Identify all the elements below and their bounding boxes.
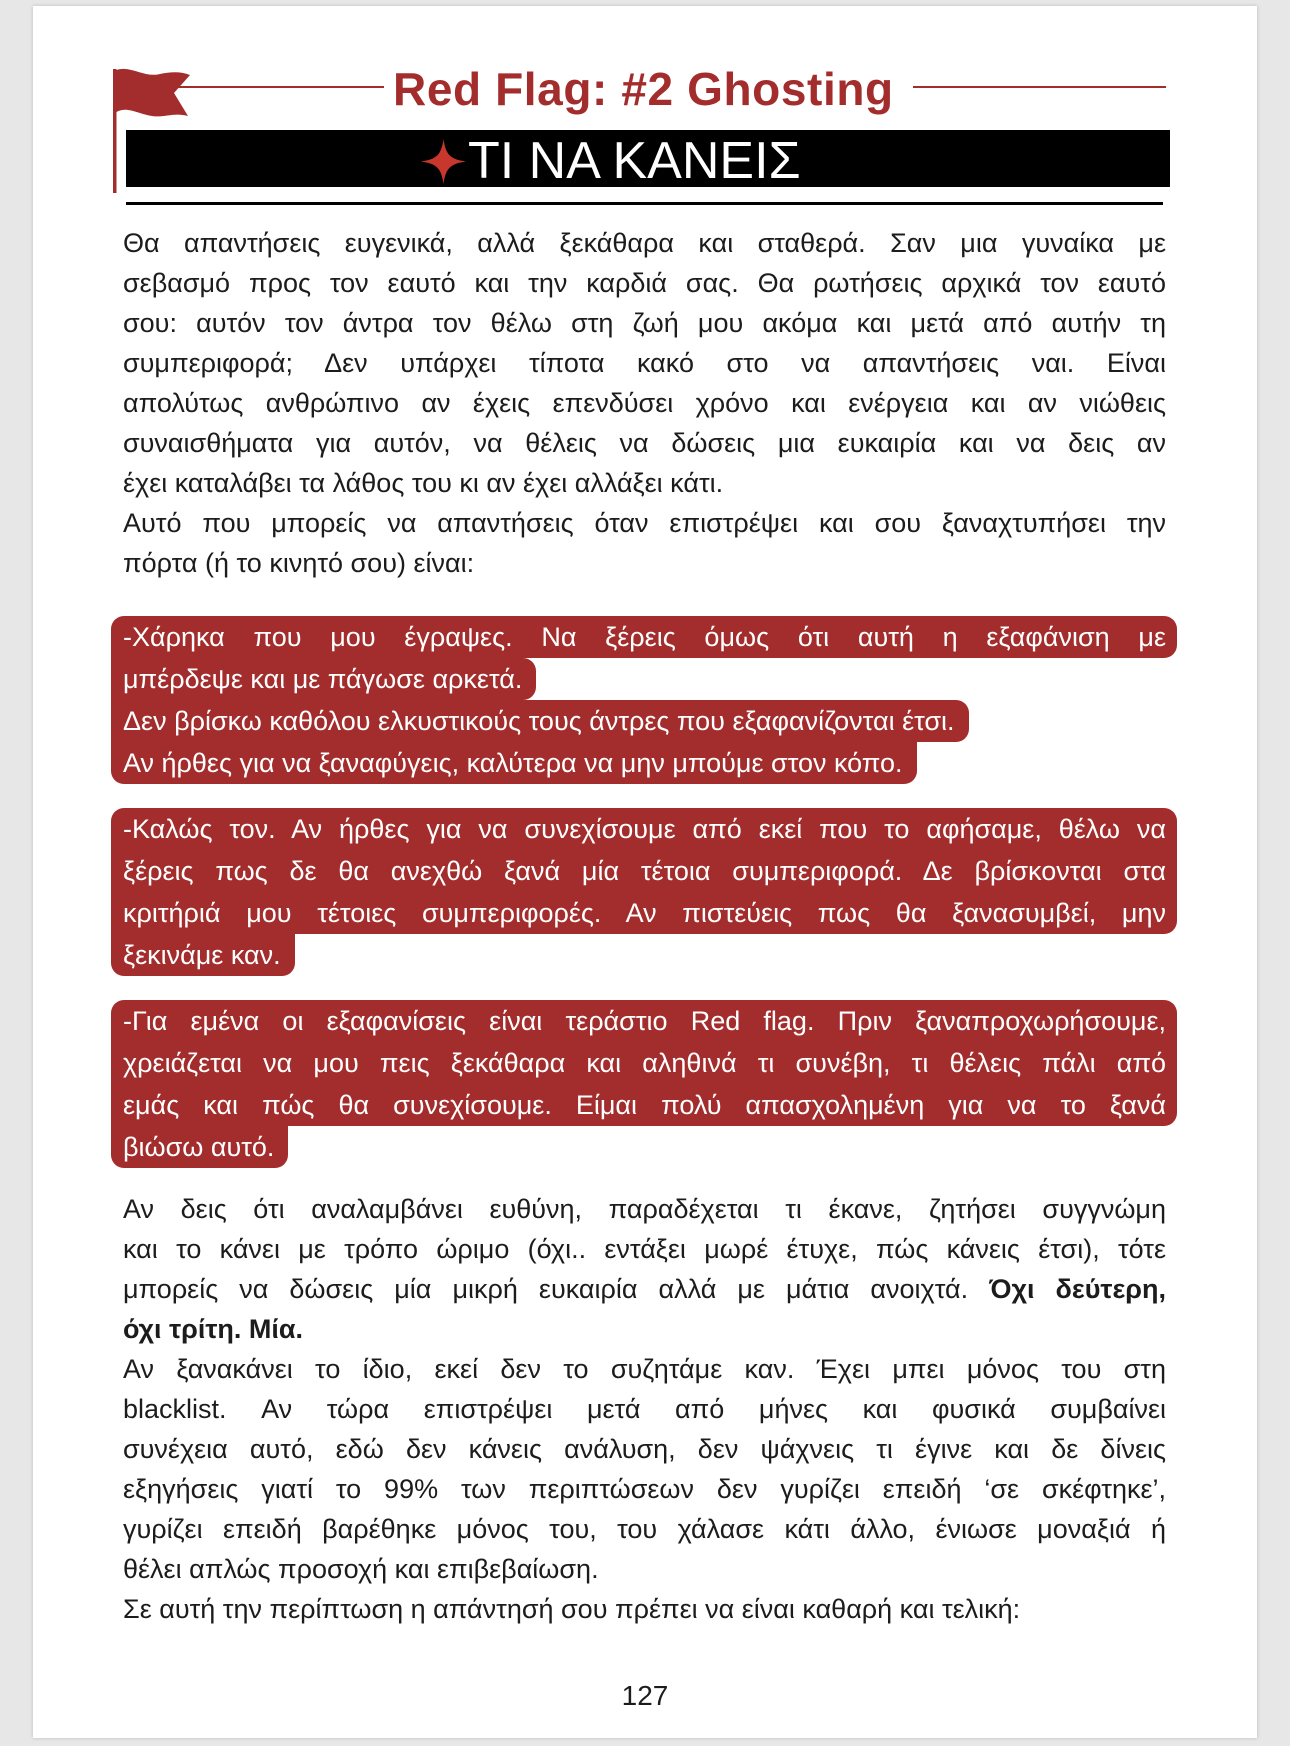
response-line: μπέρδεψε και με πάγωσε αρκετά. — [111, 658, 536, 700]
text-line: απολύτως ανθρώπινο αν έχεις επενδύσει χρόνο και ενέργεια και αν νιώθεις — [123, 388, 1166, 418]
page-number: 127 — [621, 1680, 669, 1711]
intro-text — [123, 223, 1166, 583]
text-line: θέλει απλώς προσοχή και επιβεβαίωση. — [123, 1554, 599, 1584]
text-line: και το κάνει με τρόπο ώριμο (όχι.. εντάξει μωρέ έτυχε, πώς κάνεις έτσι), τότε — [123, 1234, 1166, 1264]
response-line: εμάς και πώς θα συνεχίσουμε. Είμαι πολύ απασχολημένη για να το ξανά — [111, 1084, 1177, 1126]
bold-text-run: Όχι δεύτερη, — [989, 1274, 1166, 1304]
response-line: χρειάζεται να μου πεις ξεκάθαρα και αληθινά τι συνέβη, τι θέλεις πάλι από — [111, 1042, 1177, 1084]
text-line: Αυτό που μπορείς να απαντήσεις όταν επιστρέψει και σου ξαναχτυπήσει την — [123, 508, 1166, 538]
text-line: σεβασμό προς τον εαυτό και την καρδιά σας. Θα ρωτήσεις αρχικά τον εαυτό — [123, 268, 1166, 298]
text-run: μπορείς να δώσεις μία μικρή ευκαιρία αλλά με μάτια ανοιχτά. — [123, 1274, 969, 1304]
response-block — [111, 1000, 1177, 1168]
text-line: πόρτα (ή το κινητό σου) είναι: — [123, 548, 475, 578]
flag-pole — [113, 69, 117, 193]
text-line — [123, 1269, 1166, 1309]
section-underline — [126, 202, 1163, 205]
text-line: σου: αυτόν τον άντρα τον θέλω στη ζωή μου ακόμα και μετά από αυτήν τη — [123, 308, 1166, 338]
text-line: συνέχεια αυτό, εδώ δεν κάνεις ανάλυση, δεν ψάχνεις τι έγινε και δε δίνεις — [123, 1434, 1166, 1464]
flag-cloth — [117, 69, 191, 117]
four-point-star-icon — [421, 139, 466, 184]
text-line: εξηγήσεις γιατί το 99% των περιπτώσεων δεν γυρίζει επειδή ‘σε σκέφτηκε’, — [123, 1474, 1166, 1504]
text-line: Θα απαντήσεις ευγενικά, αλλά ξεκάθαρα και σταθερά. Σαν μια γυναίκα με — [123, 228, 1166, 258]
text-line: Αν ξανακάνει το ίδιο, εκεί δεν το συζητάμε καν. Έχει μπει μόνος του στη — [123, 1354, 1166, 1384]
text-line: συμπεριφορά; Δεν υπάρχει τίποτα κακό στο να απαντήσεις ναι. Είναι — [123, 348, 1166, 378]
text-line: blacklist. Αν τώρα επιστρέψει μετά από μήνες και φυσικά συμβαίνει — [123, 1394, 1166, 1424]
response-line: -Καλώς τον. Αν ήρθες για να συνεχίσουμε από εκεί που το αφήσαμε, θέλω να — [111, 808, 1177, 850]
closing-text — [123, 1189, 1166, 1629]
paragraph — [123, 1189, 1166, 1349]
section-title: ΤΙ ΝΑ ΚΑΝΕΙΣ — [468, 132, 801, 190]
title-rule-right — [913, 86, 1166, 88]
response-line: κριτήριά μου τέτοιες συμπεριφορές. Αν πιστεύεις πως θα ξανασυμβεί, μην — [111, 892, 1177, 934]
text-line: έχει καταλάβει τα λάθος του κι αν έχει αλλάξει κάτι. — [123, 468, 724, 498]
response-line: βιώσω αυτό. — [111, 1126, 288, 1168]
paragraph — [123, 1589, 1166, 1629]
text-line: γυρίζει επειδή βαρέθηκε μόνος του, του χάλασε κάτι άλλο, ένιωσε μοναξιά ή — [123, 1514, 1166, 1544]
paragraph — [123, 503, 1166, 583]
chapter-title: Red Flag: #2 Ghosting — [393, 63, 894, 115]
response-block — [111, 808, 1177, 976]
response-block — [111, 616, 1177, 784]
response-line: Δεν βρίσκω καθόλου ελκυστικούς τους άντρες που εξαφανίζονται έτσι. — [111, 700, 969, 742]
response-line: Αν ήρθες για να ξαναφύγεις, καλύτερα να μην μπούμε στον κόπο. — [111, 742, 917, 784]
bold-text-line: όχι τρίτη. Μία. — [123, 1314, 303, 1344]
paragraph — [123, 1349, 1166, 1589]
text-line: Σε αυτή την περίπτωση η απάντησή σου πρέπει να είναι καθαρή και τελική: — [123, 1594, 1021, 1624]
response-line: -Χάρηκα που μου έγραψες. Να ξέρεις όμως ότι αυτή η εξαφάνιση με — [111, 616, 1177, 658]
text-line: Αν δεις ότι αναλαμβάνει ευθύνη, παραδέχεται τι έκανε, ζητήσει συγγνώμη — [123, 1194, 1166, 1224]
text-line: συναισθήματα για αυτόν, να θέλεις να δώσεις μια ευκαιρία και να δεις αν — [123, 428, 1166, 458]
paragraph — [123, 223, 1166, 503]
response-line: -Για εμένα οι εξαφανίσεις είναι τεράστιο Red flag. Πριν ξαναπροχωρήσουμε, — [111, 1000, 1177, 1042]
response-line: ξέρεις πως δε θα ανεχθώ ξανά μία τέτοια συμπεριφορά. Δε βρίσκονται στα — [111, 850, 1177, 892]
response-line: ξεκινάμε καν. — [111, 934, 295, 976]
